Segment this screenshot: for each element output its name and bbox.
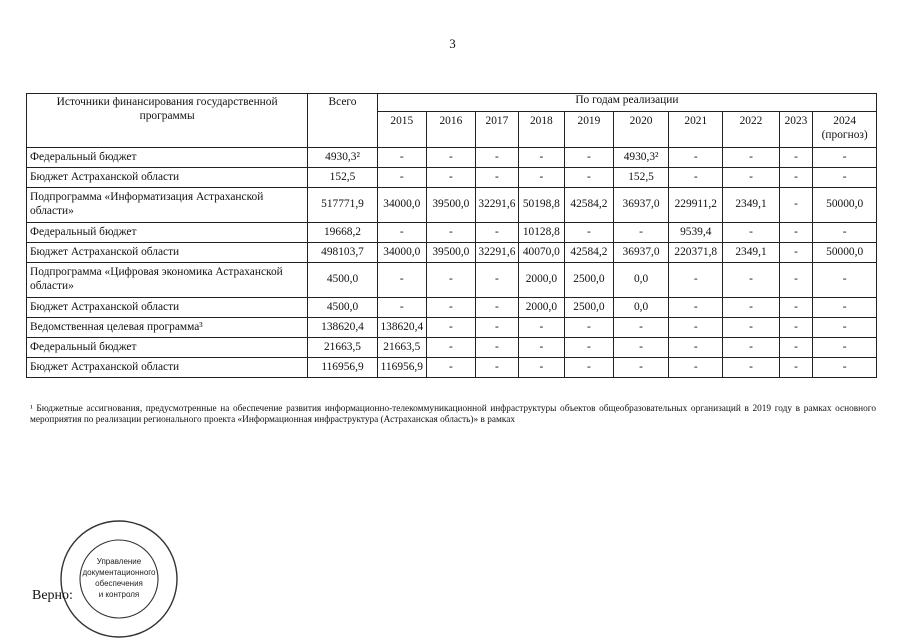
row-year-value: - [813,358,877,378]
row-total: 4930,3² [308,148,378,168]
row-label: Федеральный бюджет [27,223,308,243]
row-year-value: - [518,148,564,168]
row-year-value: - [669,338,723,358]
row-year-value: - [723,168,779,188]
stamp-center-text: документационного [82,568,156,577]
row-total: 4500,0 [308,298,378,318]
official-stamp [58,518,180,640]
row-year-value: 32291,6 [475,188,518,223]
row-year-value: 0,0 [613,263,668,298]
row-year-value: 40070,0 [518,243,564,263]
row-year-value: - [377,263,426,298]
row-year-value: 50000,0 [813,243,877,263]
row-year-value: 9539,4 [669,223,723,243]
row-year-value: - [723,318,779,338]
header-year: 2019 [564,112,613,148]
row-year-value: - [564,338,613,358]
row-year-value: - [723,263,779,298]
row-year-value: - [426,358,475,378]
row-year-value: - [475,338,518,358]
row-year-value: 10128,8 [518,223,564,243]
header-by-years: По годам реализации [377,94,876,112]
row-year-value: 2500,0 [564,263,613,298]
row-year-value: - [723,298,779,318]
row-year-value: - [779,148,813,168]
row-year-value: - [475,358,518,378]
row-year-value: - [779,298,813,318]
row-year-value: 2349,1 [723,188,779,223]
row-year-value: - [813,338,877,358]
row-label: Бюджет Астраханской области [27,243,308,263]
verno-label: Верно: [32,588,73,603]
row-year-value: - [518,168,564,188]
stamp-center-text: Управление [96,557,142,566]
row-year-value: - [813,148,877,168]
row-total: 116956,9 [308,358,378,378]
row-total: 498103,7 [308,243,378,263]
row-year-value: - [518,318,564,338]
stamp-center-text: обеспечения [95,579,143,588]
row-year-value: - [723,338,779,358]
row-year-value: - [564,223,613,243]
header-year: 2024 (прогноз) [813,112,877,148]
header-year: 2018 [518,112,564,148]
table-row [27,298,877,318]
row-year-value: - [779,188,813,223]
row-year-value: - [779,263,813,298]
row-year-value: - [813,263,877,298]
row-year-value: - [669,263,723,298]
row-year-value: 138620,4 [377,318,426,338]
row-year-value: 42584,2 [564,188,613,223]
row-year-value: - [475,318,518,338]
table-row [27,358,877,378]
row-label: Подпрограмма «Информатизация Астраханской области» [27,188,308,223]
row-year-value: - [564,358,613,378]
row-year-value: - [426,168,475,188]
row-year-value: 50000,0 [813,188,877,223]
row-year-value: - [779,243,813,263]
row-year-value: - [426,318,475,338]
table-row [27,243,877,263]
row-year-value: - [669,148,723,168]
table-row [27,223,877,243]
row-year-value: - [377,148,426,168]
row-label: Подпрограмма «Цифровая экономика Астраханской области» [27,263,308,298]
row-total: 4500,0 [308,263,378,298]
row-year-value: - [779,338,813,358]
table-row [27,263,877,298]
row-year-value: - [426,298,475,318]
table-row [27,318,877,338]
row-year-value: 39500,0 [426,188,475,223]
table-row [27,338,877,358]
header-year: 2020 [613,112,668,148]
row-year-value: - [613,338,668,358]
row-year-value: - [613,358,668,378]
row-year-value: - [779,318,813,338]
footnotes [30,404,876,430]
header-source: Источники финансирования государственной программы [27,94,308,148]
row-label: Федеральный бюджет [27,148,308,168]
row-label: Ведомственная целевая программа³ [27,318,308,338]
row-year-value: 39500,0 [426,243,475,263]
row-year-value: - [518,338,564,358]
row-year-value: 34000,0 [377,243,426,263]
table-row [27,148,877,168]
row-label: Федеральный бюджет [27,338,308,358]
stamp-center-text: и контроля [98,590,140,599]
row-year-value: - [426,148,475,168]
row-year-value: 42584,2 [564,243,613,263]
row-label: Бюджет Астраханской области [27,168,308,188]
row-year-value: 36937,0 [613,188,668,223]
row-year-value: 4930,3² [613,148,668,168]
row-year-value: 36937,0 [613,243,668,263]
row-year-value: - [518,358,564,378]
row-year-value: 34000,0 [377,188,426,223]
header-year: 2016 [426,112,475,148]
row-year-value: - [613,318,668,338]
header-year: 2022 [723,112,779,148]
row-year-value: - [613,223,668,243]
row-year-value: - [723,148,779,168]
row-year-value: 2349,1 [723,243,779,263]
row-year-value: - [377,223,426,243]
row-year-value: 2500,0 [564,298,613,318]
row-year-value: - [723,223,779,243]
row-total: 19668,2 [308,223,378,243]
row-year-value: - [813,318,877,338]
row-year-value: - [813,223,877,243]
row-total: 152,5 [308,168,378,188]
row-total: 138620,4 [308,318,378,338]
row-label: Бюджет Астраханской области [27,358,308,378]
row-total: 517771,9 [308,188,378,223]
table-row [27,188,877,223]
row-year-value: - [426,338,475,358]
footnote-1: ¹ Бюджетные ассигнования, предусмотренные на обеспечение развития информационно-телекоммуникационной инфраструктуры объектов общеобразовательных организаций в 2019 году в рамках основного мероприятия по реализации регионального проекта «Информационная инфраструктура (Астраханская область)» в рамках [30,404,876,426]
row-year-value: - [377,168,426,188]
row-year-value: - [475,168,518,188]
row-year-value: - [669,358,723,378]
row-year-value: - [564,148,613,168]
page-number: 3 [449,36,456,51]
row-year-value: 152,5 [613,168,668,188]
header-year: 2021 [669,112,723,148]
row-year-value: - [669,298,723,318]
header-year: 2015 [377,112,426,148]
row-year-value: 2000,0 [518,263,564,298]
row-year-value: - [813,298,877,318]
row-year-value: - [669,318,723,338]
row-year-value: 2000,0 [518,298,564,318]
row-year-value: 0,0 [613,298,668,318]
row-year-value: - [564,318,613,338]
row-year-value: - [669,168,723,188]
row-year-value: 220371,8 [669,243,723,263]
row-total: 21663,5 [308,338,378,358]
header-total: Всего [308,94,378,148]
row-year-value: 116956,9 [377,358,426,378]
header-year: 2023 [779,112,813,148]
row-year-value: - [475,148,518,168]
row-year-value: - [723,358,779,378]
row-year-value: 32291,6 [475,243,518,263]
header-year: 2017 [475,112,518,148]
row-label: Бюджет Астраханской области [27,298,308,318]
table-row [27,168,877,188]
financing-table [26,93,877,378]
row-year-value: - [426,263,475,298]
row-year-value: - [779,358,813,378]
row-year-value: 50198,8 [518,188,564,223]
row-year-value: - [564,168,613,188]
row-year-value: - [779,168,813,188]
row-year-value: - [813,168,877,188]
row-year-value: - [475,223,518,243]
row-year-value: - [426,223,475,243]
row-year-value: - [779,223,813,243]
row-year-value: - [475,298,518,318]
row-year-value: 21663,5 [377,338,426,358]
row-year-value: - [475,263,518,298]
row-year-value: 229911,2 [669,188,723,223]
row-year-value: - [377,298,426,318]
